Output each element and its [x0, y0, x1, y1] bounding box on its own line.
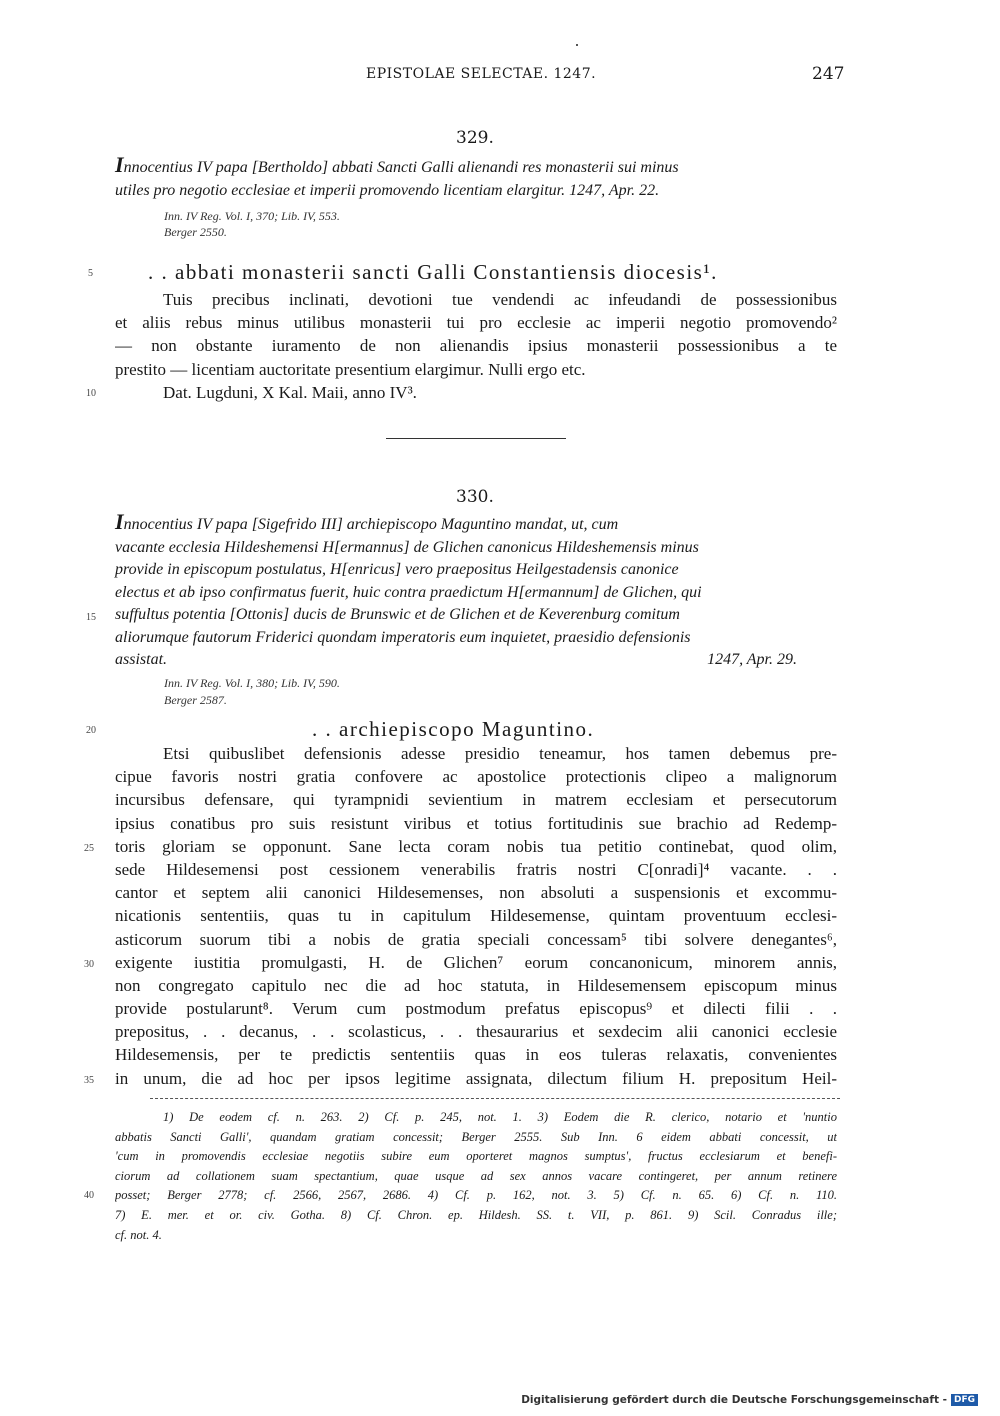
page-number: 247	[812, 64, 845, 84]
regest-line: vacante ecclesia Hildeshemensi H[ermannus] de Glichen canonicus Hildeshemensis minus	[115, 538, 699, 556]
regest-line: suffultus potentia [Ottonis] ducis de Brunswic et de Glichen et de Keverenburg comitum	[115, 606, 680, 623]
footnote-line: 'cum in promovendis ecclesiae negotiis subire eum oporteret magnos sumptus', fructus ecclesiarum et benefi-	[115, 1149, 837, 1164]
margin-line-number: 40	[84, 1190, 94, 1201]
regest-line: Innocentius IV papa [Bertholdo] abbati Sancti Galli alienandi res monasterii sui minus	[115, 152, 679, 177]
footnote-line: 7) E. mer. et or. civ. Gotha. 8) Cf. Chron. ep. Hildesh. SS. t. VII, p. 861. 9) Scil. Conradus ille;	[115, 1207, 837, 1222]
regest-line: electus et ab ipso confirmatus fuerit, huic contra praedictum H[ermannum] de Glichen, qui	[115, 583, 702, 601]
text-line: prepositus, . . decanus, . . scolasticus, . . thesaurarius et sexdecim alii canonici ecclesie	[115, 1022, 837, 1042]
text-line: provide postularunt⁸. Verum cum postmodum prefatus episcopus⁹ et dilecti filii . .	[115, 999, 837, 1019]
dfg-logo: DFG	[951, 1394, 978, 1406]
dating-line: Dat. Lugduni, X Kal. Maii, anno IV³.	[163, 382, 417, 402]
text-line: — non obstante iuramento de non alienandis ipsius monasterii possessionibus a te	[115, 336, 837, 356]
margin-line-number: 25	[84, 843, 94, 854]
source-reference: Inn. IV Reg. Vol. I, 370; Lib. IV, 553.	[164, 209, 340, 223]
footnote-line: 1) De eodem cf. n. 263. 2) Cf. p. 245, not. 1. 3) Eodem die R. clerico, notario et 'nuntio	[163, 1110, 837, 1124]
scan-speck	[576, 44, 578, 46]
text-line: nicationis sententiis, quas tu in capitulum Hildesemense, quintam proventuum ecclesi-	[115, 906, 837, 926]
regest-line: Innocentius IV papa [Sigefrido III] archiepiscopo Maguntino mandat, ut, cum	[115, 509, 619, 534]
regest-line: utiles pro negotio ecclesiae et imperii promovendo licentiam elargitur. 1247, Apr. 22.	[115, 181, 660, 199]
text-line: in unum, die ad hoc per ipsos legitime assignata, dilectum filium H. prepositum Heil-	[115, 1068, 837, 1088]
margin-line-number: 30	[84, 959, 94, 970]
footnote-line: cf. not. 4.	[115, 1227, 162, 1242]
regest-date: 1247, Apr. 29.	[707, 651, 797, 668]
text-line: exigente iustitia promulgasti, H. de Glichen⁷ eorum concanonicum, minorem annis,	[115, 952, 837, 972]
margin-line-number: 5	[88, 268, 93, 279]
footnote-line: posset; Berger 2778; cf. 2566, 2567, 2686. 4) Cf. p. 162, not. 3. 5) Cf. n. 65. 6) Cf. n. 110.	[115, 1188, 837, 1203]
footnote-line: abbatis Sancti Galli', quandam gratiam concessit; Berger 2555. Sub Inn. 6 eidem abbati concessit, ut	[115, 1129, 837, 1144]
letter-text	[115, 742, 837, 1090]
text-line: sede Hildesemensi post cessionem venerabilis fratris nostri C[onradi]⁴ vacante. . .	[115, 859, 837, 879]
text-line: incursibus defensare, qui tyrampnidi sevientium in matrem ecclesiam et persecutorum	[115, 790, 837, 810]
text-line: et aliis rebus minus utilibus monasterii tui pro ecclesie ac imperii negotio promovendo²	[115, 313, 837, 333]
margin-line-number: 10	[86, 388, 96, 399]
text-line: toris gloriam se opponunt. Sane lecta coram nobis tua petitio continebat, quod olim,	[115, 836, 837, 856]
regest-line: assistat. 1247, Apr. 29.	[115, 649, 837, 672]
margin-line-number: 15	[86, 612, 96, 623]
source-reference: Berger 2550.	[164, 225, 227, 239]
letter-address: . . abbati monasterii sancti Galli Constantiensis diocesis¹.	[148, 260, 718, 284]
text-line: prestito — licentiam auctoritate presentium elargimur. Nulli ergo etc.	[115, 359, 586, 379]
section-divider	[386, 438, 566, 439]
text-line: cantor et septem alii canonici Hildesemenses, non absoluti a suspensionis et excommu-	[115, 883, 837, 903]
text-line: cipue favoris nostri gratia confovere ac apostolice protectionis clipeo a malignorum	[115, 767, 837, 787]
footnote-line: ciorum ad collationem suam spectantium, quae usque ad sex annos vacare contingeret, per annum retinere	[115, 1168, 837, 1183]
margin-line-number: 35	[84, 1075, 94, 1086]
text-line: asticorum suorum tibi a nobis de gratia speciali concessam⁵ tibi solvere denegantes⁶,	[115, 929, 837, 949]
text-line: Etsi quibuslibet defensionis adesse presidio teneamur, hos tamen debemus pre-	[163, 744, 837, 763]
digitization-credit	[521, 1394, 978, 1406]
initial-letter: I	[115, 152, 124, 177]
margin-line-number: 20	[86, 725, 96, 736]
letter-text	[115, 288, 837, 404]
text-line: ipsius conatibus pro suis resistunt viribus et totius fortitudinis sue brachio ad Redemp-	[115, 813, 837, 833]
source-reference: Berger 2587.	[164, 693, 227, 707]
initial-letter: I	[115, 509, 124, 534]
letter-address: . . archiepiscopo Maguntino.	[312, 717, 595, 741]
text-line: Hildesemensis, per te predictis sententiis quas in eos tuleras relaxatis, convenientes	[115, 1045, 837, 1065]
text-line: non congregato capitulo nec die ad hoc statuta, in Hildesemensem episcopum minus	[115, 975, 837, 995]
regest-line: aliorumque fautorum Friderici quondam imperatoris eum inquietet, praesidio defensionis	[115, 628, 691, 646]
regest-line: provide in episcopum postulatus, H[enricus] vero praepositus Heilgestadensis canonice	[115, 561, 679, 578]
text-line: Tuis precibus inclinati, devotioni tue vendendi ac infeudandi de possessionibus	[163, 290, 837, 309]
footnote-separator	[150, 1098, 840, 1099]
source-reference: Inn. IV Reg. Vol. I, 380; Lib. IV, 590.	[164, 676, 340, 690]
letter-number: 329.	[456, 128, 494, 148]
letter-number: 330.	[456, 487, 494, 507]
letter-regest	[115, 511, 837, 672]
credit-text: Digitalisierung gefördert durch die Deutsche Forschungsgemeinschaft -	[521, 1394, 947, 1406]
running-title: EPISTOLAE SELECTAE. 1247.	[366, 66, 597, 82]
footnotes	[115, 1108, 837, 1245]
letter-regest	[115, 154, 837, 202]
